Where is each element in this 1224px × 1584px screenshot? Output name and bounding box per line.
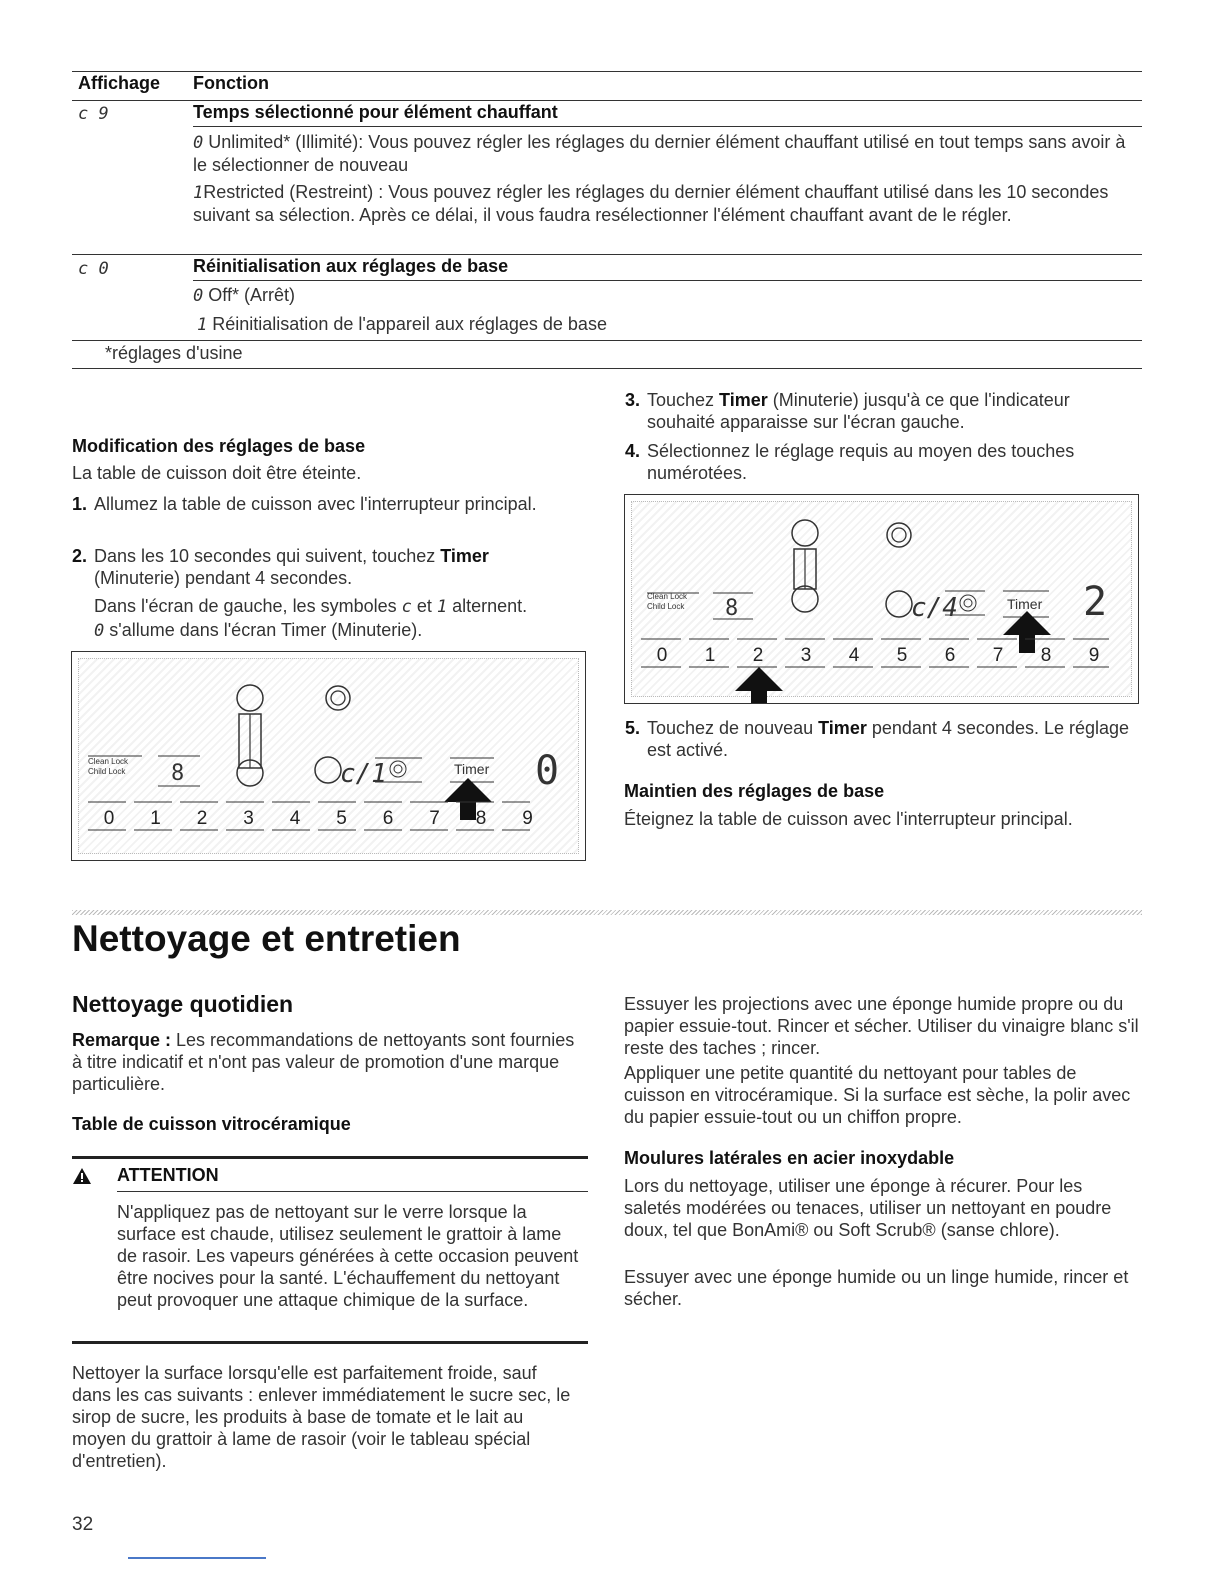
right-paragraph-1: Essuyer les projections avec une éponge humide propre ou du papier essuie-tout. Rincer et sécher. Utiliser du vinaigre blanc s'il reste des taches ; rincer. [624,994,1139,1058]
row2-option1-symbol: 1 [197,315,208,335]
step-5 [625,717,1142,761]
control-panel-1 [71,651,586,861]
step-2-number: 2. [72,546,88,566]
panel2-lock-label-1: Clean Lock [647,592,688,601]
step-5-text-bold: Timer [818,718,867,738]
attention-top-rule [72,1156,588,1159]
row1-code: c 9 [78,104,109,124]
row1-option1 [193,181,1138,226]
step-2-note2-sym: 0 [94,621,105,641]
step-5-number: 5. [625,718,641,738]
section-title: Nettoyage et entretien [72,918,461,959]
row2-option0-text: Off* (Arrêt) [208,285,295,305]
attention-bottom-rule [72,1341,588,1344]
panel1-lock-label-1: Clean Lock [88,757,129,766]
panel2-key-9[interactable]: 9 [1088,645,1100,666]
clean-text: Nettoyer la surface lorsqu'elle est parfaitement froide, sauf dans les cas suivants : enlever immédiatement le sucre sec, le sirop de sucre, les produits à base de tomate et le lait au moyen du grattoir à lame de rasoir (voir le tableau spécial d'entretien). [72,1363,571,1471]
panel2-key-3[interactable]: 3 [800,645,812,666]
attention-label: ATTENTION [117,1165,219,1185]
row1-option0 [193,131,1133,176]
attention-text: N'appliquez pas de nettoyant sur le verre lorsque la surface est chaude, utilisez seulement le grattoir à lame de rasoir. Les vapeurs générées à cette occasion peuvent être nocives pour la santé. L'échauffement du nettoyant peut provoquer une attaque chimique de la surface. [117,1202,579,1310]
col-header-display: Affichage [78,73,161,93]
step-3-number: 3. [625,390,641,410]
table-footnote: *réglages d'usine [105,343,243,363]
step-2-text-pre: Dans les 10 secondes qui suivent, touchez [94,546,441,566]
row2-code: c 0 [78,259,109,279]
maintien-heading: Maintien des réglages de base [624,781,885,801]
panel2-key-4[interactable]: 4 [848,645,860,666]
step-2-note2-text: s'allume dans l'écran Timer (Minuterie). [104,620,423,640]
table-top-rule [72,71,1142,72]
row1-title: Temps sélectionné pour élément chauffant [193,102,558,122]
step-1 [72,493,564,515]
panel1-key-8[interactable]: 8 [475,808,487,829]
remark-label: Remarque : [72,1030,172,1050]
step-2-text-bold: Timer [440,546,489,566]
right-paragraph-2: Appliquer une petite quantité du nettoyant pour tables de cuisson en vitrocéramique. Si la surface est sèche, la polir avec du papier essuie-tout ou un chiffon propre. [624,1063,1131,1127]
step-2-text-post: (Minuterie) pendant 4 secondes. [94,568,353,588]
step-3-text-pre: Touchez [647,390,720,410]
panel1-key-5[interactable]: 5 [336,808,347,829]
row2-option1-text: Réinitialisation de l'appareil aux réglages de base [212,314,607,334]
step-3 [625,389,1142,433]
panel2-key-1[interactable]: 1 [704,645,716,666]
step-1-text: Allumez la table de cuisson avec l'interrupteur principal. [94,494,537,514]
right-paragraph-4: Essuyer avec une éponge humide ou un linge humide, rincer et sécher. [624,1267,1129,1309]
table-header-rule [72,100,1142,101]
right-paragraph-3: Lors du nettoyage, utiliser une éponge à récurer. Pour les saletés modérées ou tenaces, utiliser un nettoyant en poudre doux, tel que BonAmi® ou Soft Scrub® (sanse chlore). [624,1176,1112,1240]
panel1-timer-label: Timer [454,761,490,777]
row1-option0-symbol: 0 [193,133,204,153]
panel1-key-9[interactable]: 9 [522,808,533,829]
panel1-lock-digit: 8 [171,761,185,786]
step-2-note1 [94,595,589,618]
panel1-key-6[interactable]: 6 [382,808,394,829]
panel2-key-8[interactable]: 8 [1040,645,1052,666]
step-2-note1-sym1: c [401,597,412,617]
step-2-note1-pre: Dans l'écran de gauche, les symboles [94,596,402,616]
bottom-blue-rule [128,1557,266,1559]
panel2-lock-label-2: Child Lock [647,602,685,611]
step-2-note1-mid: et [411,596,437,616]
step-4-number: 4. [625,441,641,461]
panel1-key-0[interactable]: 0 [103,808,115,829]
panel1-key-1[interactable]: 1 [150,808,161,829]
warning-triangle-icon [72,1167,92,1185]
row2-title-rule [193,280,1142,281]
panel2-key-7[interactable]: 7 [992,645,1004,666]
section-subtitle: Nettoyage quotidien [72,991,294,1017]
panel1-key-2[interactable]: 2 [196,808,208,829]
panel1-timer-digit: 0 [535,748,560,794]
modification-intro: La table de cuisson doit être éteinte. [72,463,362,483]
step-2-note1-sym2: 1 [436,597,448,617]
panel2-display: c/4 [911,593,958,623]
panel1-key-4[interactable]: 4 [289,808,301,829]
step-2 [72,545,574,589]
modification-heading: Modification des réglages de base [72,436,366,456]
maintien-text: Éteignez la table de cuisson avec l'interrupteur principal. [624,809,1073,829]
panel2-key-6[interactable]: 6 [944,645,956,666]
row1-option0-text: Unlimited* (Illimité): Vous pouvez régler les réglages du dernier élément chauffant utilisé en tout temps sans avoir à le sélectionner de nouveau [193,132,1126,175]
row2-option1 [197,313,607,336]
step-2-note2 [94,619,422,642]
row1-option1-symbol: 1 [193,183,204,203]
panel1-lock-label-2: Child Lock [88,767,126,776]
section-divider [72,910,1142,915]
row2-option0-symbol: 0 [193,286,204,306]
row1-rule [72,254,1142,255]
col-header-function: Fonction [193,73,269,93]
row2-title: Réinitialisation aux réglages de base [193,256,509,276]
step-4-text: Sélectionnez le réglage requis au moyen des touches numérotées. [647,441,1075,483]
moulures-heading: Moulures latérales en acier inoxydable [624,1148,955,1168]
step-5-text-pre: Touchez de nouveau [647,718,819,738]
panel2-key-5[interactable]: 5 [896,645,908,666]
control-panel-2 [624,494,1139,704]
step-1-number: 1. [72,494,88,514]
panel1-display: c/1 [340,759,387,789]
row1-title-rule [193,126,1142,127]
panel2-timer-digit: 2 [1083,579,1108,625]
panel2-key-2[interactable]: 2 [752,645,764,666]
step-4 [625,440,1142,484]
step-5-text-post: pendant 4 secondes. Le réglage est activé. [647,718,1130,760]
row2-option0 [193,284,295,307]
vitro-heading: Table de cuisson vitrocéramique [72,1114,351,1134]
row1-option1-text: Restricted (Restreint) : Vous pouvez régler les réglages du dernier élément chauffant utilisé dans les 10 secondes suivant sa sélection. Après ce délai, il vous faudra resélectionner l'élément chauffant avant de le régler. [193,182,1109,225]
step-3-text-post: (Minuterie) jusqu'à ce que l'indicateur souhaité apparaisse sur l'écran gauche. [647,390,1070,432]
panel2-lock-digit: 8 [725,596,739,621]
row2-rule [72,340,1142,341]
panel1-key-7[interactable]: 7 [429,808,440,829]
table-bottom-rule [72,368,1142,369]
step-3-text-bold: Timer [719,390,768,410]
attention-label-rule [117,1191,588,1192]
step-2-note1-post: alternent. [447,596,528,616]
remark-text: Les recommandations de nettoyants sont fournies à titre indicatif et n'ont pas valeur de promotion d'une marque particulière. [72,1030,575,1094]
panel2-key-arrow-icon [735,667,783,703]
panel2-key-0[interactable]: 0 [656,645,668,666]
panel1-key-3[interactable]: 3 [243,808,254,829]
panel2-timer-label: Timer [1007,596,1043,612]
page-number: 32 [72,1514,94,1535]
remark [72,1029,584,1095]
